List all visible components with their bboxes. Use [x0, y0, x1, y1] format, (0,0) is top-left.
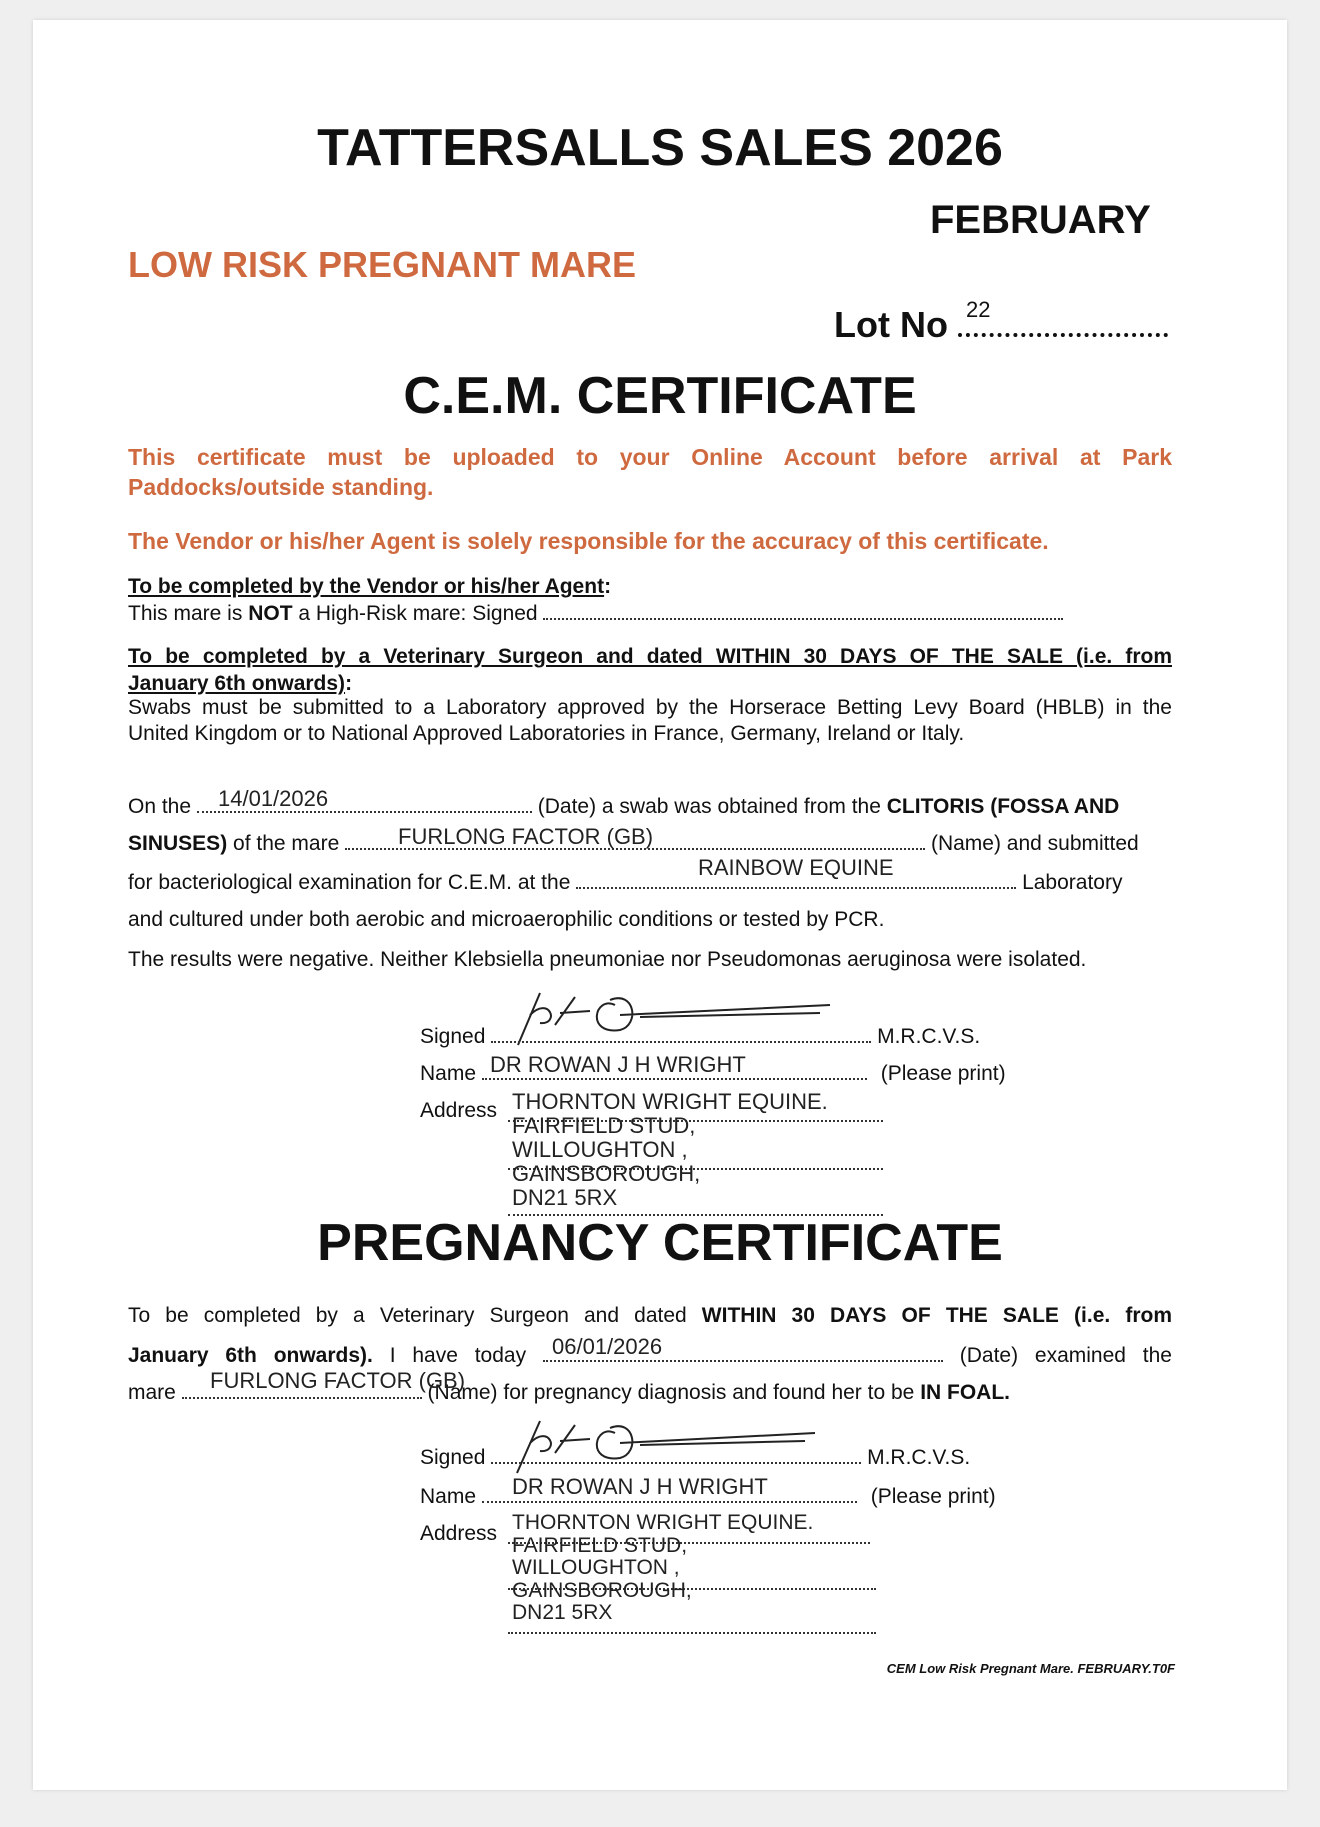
cem-signature-field[interactable] — [491, 1023, 871, 1043]
lot-number — [834, 297, 1168, 346]
cem-vet-name-value[interactable]: DR ROWAN J H WRIGHT — [490, 1052, 746, 1077]
pregnancy-line-1: To be completed by a Veterinary Surgeon and dated WITHIN 30 DAYS OF THE SALE (i.e. from — [128, 1304, 1172, 1327]
pregnancy-name-line: Name (Please print) — [420, 1485, 996, 1508]
upload-notice-line-2: Paddocks/outside standing. — [128, 474, 434, 500]
lot-label: Lot No — [834, 304, 948, 345]
lot-value: 22 — [965, 297, 991, 322]
results-statement: The results were negative. Neither Klebsiella pneumoniae nor Pseudomonas aeruginosa were isolated. — [128, 948, 1087, 971]
vendor-heading: To be completed by the Vendor or his/her Agent: — [128, 575, 612, 598]
pregnancy-address-value[interactable]: THORNTON WRIGHT EQUINE. FAIRFIELD STUD, WILLOUGHTON , GAINSBOROUGH, DN21 5RX — [512, 1511, 814, 1624]
pregnancy-mare-name-value[interactable]: FURLONG FACTOR (GB) — [210, 1368, 466, 1393]
cem-address-value[interactable]: THORNTON WRIGHT EQUINE. FAIRFIELD STUD, WILLOUGHTON , GAINSBOROUGH, DN21 5RX — [512, 1089, 828, 1210]
swabs-line-2: United Kingdom or to National Approved Laboratories in France, Germany, Ireland or Italy. — [128, 722, 965, 745]
cem-signed-line: Signed M.R.C.V.S. — [420, 1025, 981, 1048]
pregnancy-signed-line: Signed M.R.C.V.S. — [420, 1446, 971, 1469]
responsibility-notice: The Vendor or his/her Agent is solely responsible for the accuracy of this certificate. — [128, 528, 1049, 554]
swab-date-value[interactable]: 14/01/2026 — [218, 786, 329, 811]
vet-heading-line-1: To be completed by a Veterinary Surgeon and dated WITHIN 30 DAYS OF THE SALE (i.e. from — [128, 645, 1172, 668]
upload-notice-line-1: This certificate must be uploaded to your Online Account before arrival at Park — [128, 444, 1172, 470]
pregnancy-line-2: January 6th onwards). I have today (Date) examined the — [128, 1344, 1172, 1367]
document-title: TATTERSALLS SALES 2026 — [317, 119, 1003, 177]
pregnancy-address-label: Address — [420, 1522, 498, 1545]
pregnancy-certificate-title: PREGNANCY CERTIFICATE — [317, 1214, 1003, 1272]
sale-month: FEBRUARY — [930, 198, 1151, 242]
pregnancy-date-value[interactable]: 06/01/2026 — [552, 1334, 663, 1359]
laboratory-value[interactable]: RAINBOW EQUINE — [698, 855, 894, 880]
laboratory-line: for bacteriological examination for C.E.M. at the Laboratory — [128, 871, 1123, 894]
mare-category: LOW RISK PREGNANT MARE — [128, 244, 636, 285]
vendor-declaration: This mare is NOT a High-Risk mare: Signed — [128, 600, 1063, 627]
swab-date-line: On the (Date) a swab was obtained from the CLITORIS (FOSSA AND — [128, 795, 1120, 818]
cem-address-label: Address — [420, 1099, 498, 1122]
pregnancy-signature-field[interactable] — [491, 1444, 861, 1464]
vendor-signature-field[interactable] — [543, 600, 1063, 620]
cem-mare-name-value[interactable]: FURLONG FACTOR (GB) — [398, 824, 654, 849]
vet-heading-line-2: January 6th onwards): — [128, 672, 353, 695]
cem-certificate-title: C.E.M. CERTIFICATE — [403, 367, 917, 425]
cem-name-line: Name (Please print) — [420, 1062, 1006, 1085]
pregnancy-vet-name-value[interactable]: DR ROWAN J H WRIGHT — [512, 1474, 768, 1499]
mare-name-line: SINUSES) of the mare (Name) and submitted — [128, 832, 1139, 855]
swabs-line-1: Swabs must be submitted to a Laboratory approved by the Horserace Betting Levy Board (HBLB) in the — [128, 696, 1172, 719]
pregnancy-line-3: mare (Name) for pregnancy diagnosis and found her to be IN FOAL. — [128, 1381, 1011, 1404]
file-reference: CEM Low Risk Pregnant Mare. FEBRUARY.T0F — [886, 1661, 1175, 1676]
culture-statement: and cultured under both aerobic and microaerophilic conditions or tested by PCR. — [128, 908, 885, 931]
